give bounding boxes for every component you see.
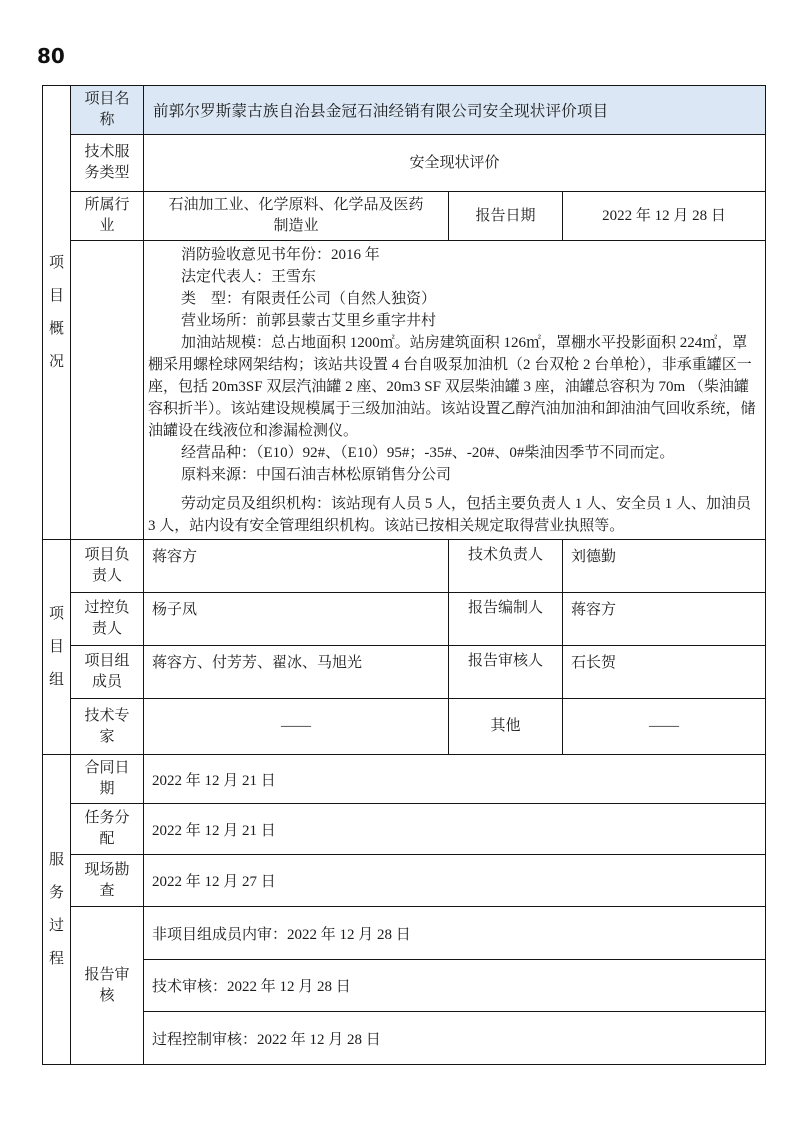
section-label-process-text: 服务过程 <box>48 851 64 967</box>
site-survey-value: 2022 年 12 月 27 日 <box>144 855 766 907</box>
report-date-label: 报告日期 <box>449 192 563 241</box>
row-overview-content <box>43 241 766 540</box>
overview-paragraph: 加油站规模：总占地面积 1200㎡。站房建筑面积 126㎡，罩棚水平投影面积 224㎡，罩棚采用螺栓球网架结构；该站共设置 4 台自吸泵加油机（2 台双枪 2 台单枪），非承重罐区一座，包括 20m3SF 双层汽油罐 2 座、20m3 SF 双层柴油罐 3 座，油罐总容积为 70m （柴油罐容积折半）。该站建设规模属于三级加油站。该站设置乙醇汽油加油和卸油油气回收系统，储油罐设在线液位和渗漏检测仪。 <box>148 335 756 439</box>
project-leader-value: 蒋容方 <box>144 540 449 593</box>
row-site-survey <box>43 855 766 907</box>
report-review-label: 报告审核 <box>71 907 144 1065</box>
site-survey-label: 现场勘查 <box>71 855 144 907</box>
process-control-leader-label: 过控负责人 <box>71 593 144 646</box>
industry-label: 所属行业 <box>71 192 144 241</box>
report-reviewer-value: 石长贺 <box>563 646 766 699</box>
overview-paragraph: 劳动定员及组织机构：该站现有人员 5 人，包括主要负责人 1 人、安全员 1 人、加油员 3 人，站内设有安全管理组织机构。该站已按相关规定取得营业执照等。 <box>148 496 752 534</box>
service-type-value: 安全现状评价 <box>144 135 766 192</box>
section-label-team-text: 项目组 <box>48 605 64 688</box>
row-project-name <box>43 86 766 135</box>
overview-paragraph: 法定代表人：王雪东 <box>181 269 317 285</box>
row-service-type <box>43 135 766 192</box>
row-tech-expert <box>43 699 766 755</box>
other-label: 其他 <box>449 699 563 755</box>
process-control-leader-value: 杨子凤 <box>144 593 449 646</box>
row-report-review-3 <box>43 1012 766 1065</box>
row-task-assignment <box>43 804 766 855</box>
overview-paragraph: 消防验收意见书年份：2016 年 <box>181 247 380 263</box>
tech-expert-value: —— <box>144 699 449 755</box>
internal-review-value: 非项目组成员内审：2022 年 12 月 28 日 <box>144 907 766 960</box>
overview-paragraph: 营业场所：前郭县蒙古艾里乡重字井村 <box>181 313 437 329</box>
section-label-overview <box>43 86 71 540</box>
project-name-label: 项目名称 <box>71 86 144 135</box>
tech-expert-label: 技术专家 <box>71 699 144 755</box>
project-info-table <box>42 85 766 1065</box>
row-report-review-1 <box>43 907 766 960</box>
service-type-label: 技术服务类型 <box>71 135 144 192</box>
overview-paragraph: 经营品种：（E10）92#、（E10）95#；-35#、-20#、0#柴油因季节不同而定。 <box>181 445 675 461</box>
section-label-process <box>43 755 71 1065</box>
project-name-value: 前郭尔罗斯蒙古族自治县金冠石油经销有限公司安全现状评价项目 <box>144 86 766 135</box>
row-industry <box>43 192 766 241</box>
section-label-overview-text: 项目概况 <box>48 254 64 370</box>
report-writer-label: 报告编制人 <box>449 593 563 646</box>
overview-paragraph: 类 型：有限责任公司（自然人独资） <box>181 291 437 307</box>
task-assignment-label: 任务分配 <box>71 804 144 855</box>
team-members-label: 项目组成员 <box>71 646 144 699</box>
report-reviewer-label: 报告审核人 <box>449 646 563 699</box>
contract-date-label: 合同日期 <box>71 755 144 804</box>
other-value: —— <box>563 699 766 755</box>
overview-paragraph: 原料来源：中国石油吉林松原销售分公司 <box>181 467 452 483</box>
team-members-value: 蒋容方、付芳芳、翟冰、马旭光 <box>144 646 449 699</box>
industry-value: 石油加工业、化学原料、化学品及医药制造业 <box>144 192 449 241</box>
section-label-team <box>43 540 71 755</box>
row-project-leader <box>43 540 766 593</box>
row-team-members <box>43 646 766 699</box>
row-process-control-leader <box>43 593 766 646</box>
tech-leader-value: 刘德勤 <box>563 540 766 593</box>
task-assignment-value: 2022 年 12 月 21 日 <box>144 804 766 855</box>
project-leader-label: 项目负责人 <box>71 540 144 593</box>
report-writer-value: 蒋容方 <box>563 593 766 646</box>
page-number: 80 <box>37 44 65 68</box>
row-report-review-2 <box>43 960 766 1012</box>
process-control-review-value: 过程控制审核：2022 年 12 月 28 日 <box>144 1012 766 1065</box>
technical-review-value: 技术审核：2022 年 12 月 28 日 <box>144 960 766 1012</box>
overview-content <box>144 241 766 540</box>
contract-date-value: 2022 年 12 月 21 日 <box>144 755 766 804</box>
overview-label-spacer <box>71 241 144 540</box>
report-date-value: 2022 年 12 月 28 日 <box>563 192 766 241</box>
tech-leader-label: 技术负责人 <box>449 540 563 593</box>
row-contract-date <box>43 755 766 804</box>
